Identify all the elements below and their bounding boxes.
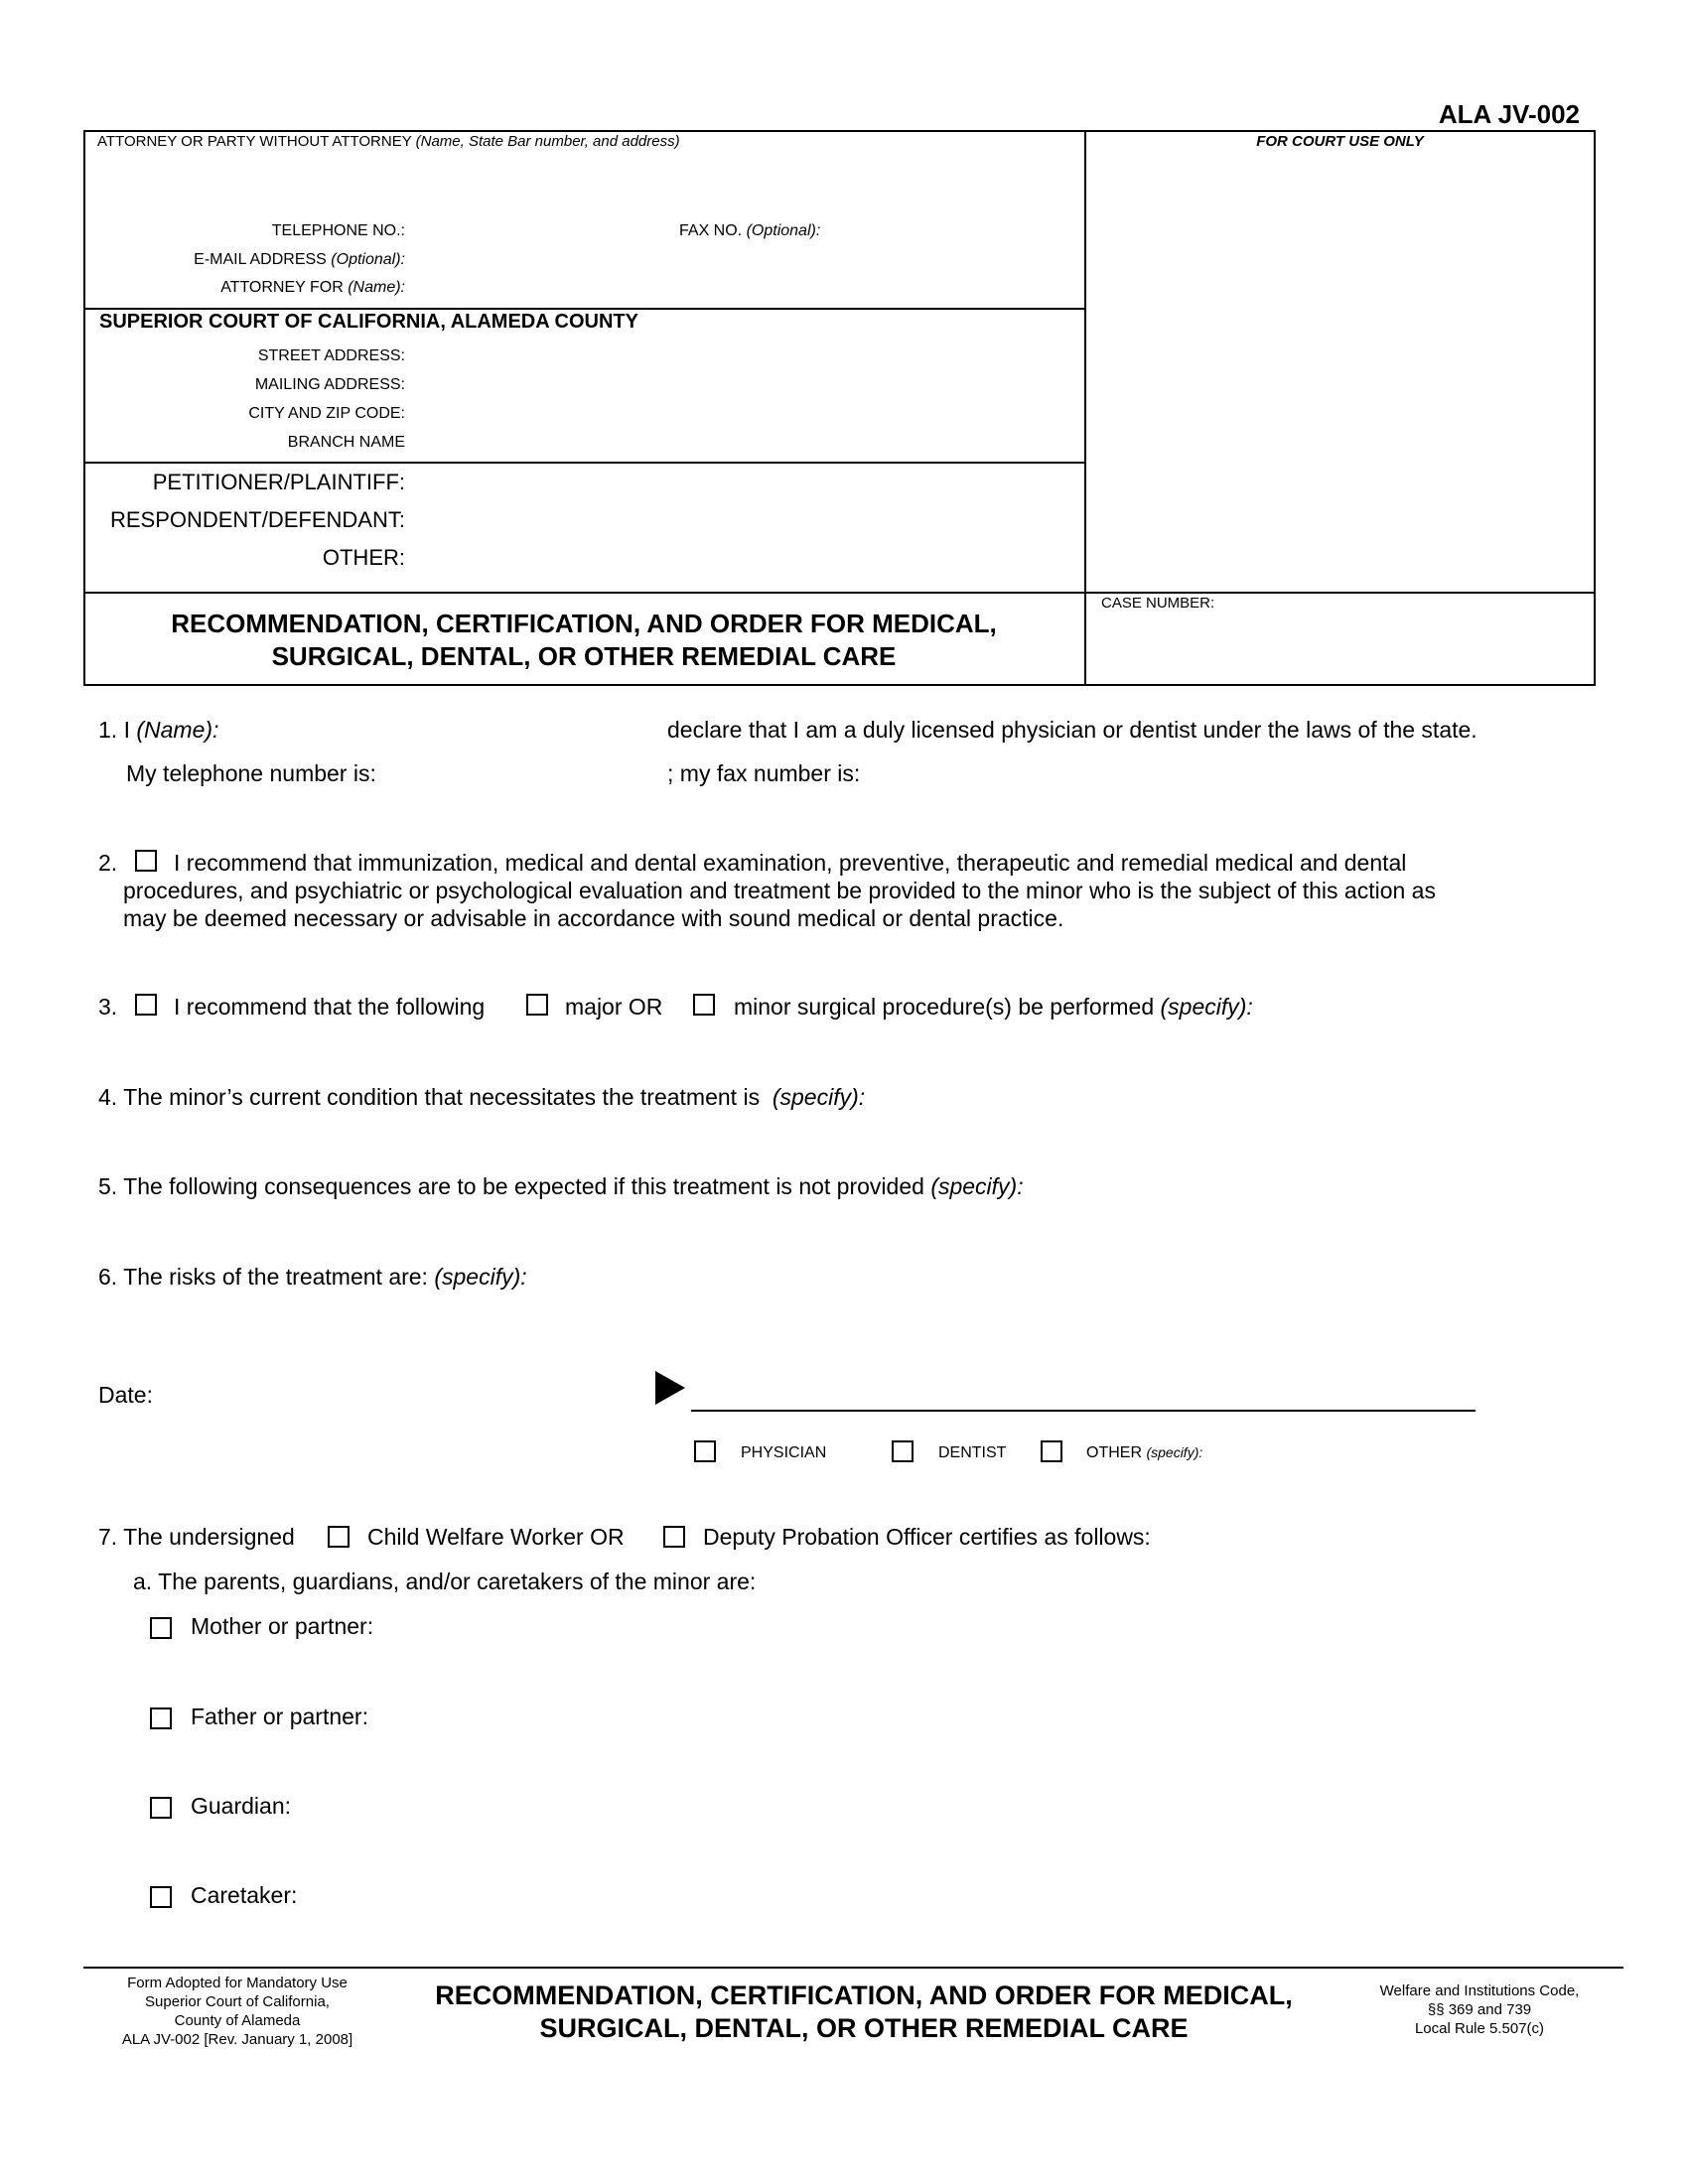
- respondent-label: RESPONDENT/DEFENDANT:: [109, 507, 405, 532]
- mailing-address-label: MAILING ADDRESS:: [254, 376, 405, 393]
- footer-right-line3: Local Rule 5.507(c): [1414, 2020, 1545, 2037]
- physician-checkbox[interactable]: [694, 1440, 716, 1462]
- item1-phone: My telephone number is:: [126, 760, 376, 786]
- caption-divider: [1084, 130, 1086, 686]
- street-address-label: STREET ADDRESS:: [257, 347, 405, 364]
- attorney-for-label: [77, 279, 405, 297]
- item7-dpo-checkbox[interactable]: [663, 1526, 685, 1548]
- form-id: ALA JV-002: [1438, 99, 1580, 129]
- form-title-line1: RECOMMENDATION, CERTIFICATION, AND ORDER FOR MEDICAL,: [171, 609, 997, 638]
- other-signer-text: OTHER: [1086, 1444, 1142, 1461]
- item7-cww-label: Child Welfare Worker OR: [367, 1524, 625, 1550]
- footer-left-line4: ALA JV-002 [Rev. January 1, 2008]: [121, 2031, 353, 2048]
- item2-line2: procedures, and psychiatric or psychological evaluation and treatment be provided to the minor who is the subject of this action as: [123, 878, 1436, 903]
- item5-text: 5. The following consequences are to be expected if this treatment is not provided: [98, 1173, 924, 1199]
- other-checkbox[interactable]: [1041, 1440, 1062, 1462]
- court-name: SUPERIOR COURT OF CALIFORNIA, ALAMEDA COUNTY: [99, 311, 638, 333]
- dentist-label: DENTIST: [938, 1444, 1007, 1461]
- item3-major-checkbox[interactable]: [526, 994, 548, 1016]
- branch-name-label: BRANCH NAME: [287, 434, 405, 451]
- footer-title: [397, 1979, 1331, 2045]
- caretaker-label: Caretaker:: [191, 1882, 298, 1908]
- attorney-label-text: ATTORNEY OR PARTY WITHOUT ATTORNEY: [97, 133, 412, 150]
- attorney-for-hint: (Name):: [348, 279, 405, 296]
- item6-specify: (specify):: [434, 1264, 527, 1290]
- item7-prefix: 7. The undersigned: [98, 1524, 295, 1550]
- item5: [98, 1173, 1024, 1200]
- item7-dpo-label: Deputy Probation Officer certifies as follows:: [703, 1524, 1151, 1550]
- caretaker-checkbox[interactable]: [150, 1886, 172, 1908]
- item4: [98, 1084, 865, 1111]
- case-number-label: CASE NUMBER:: [1101, 595, 1215, 612]
- item3-checkbox[interactable]: [135, 994, 157, 1016]
- item3-major-label: major OR: [565, 994, 663, 1020]
- court-use-label: FOR COURT USE ONLY: [1256, 133, 1424, 150]
- other-signer-label: [1086, 1444, 1202, 1462]
- footer-right-line2: §§ 369 and 739: [1427, 2001, 1532, 2018]
- item1-fax: ; my fax number is:: [667, 760, 861, 786]
- attorney-for-text: ATTORNEY FOR: [220, 279, 344, 296]
- physician-label: PHYSICIAN: [741, 1444, 827, 1461]
- signature-line[interactable]: [691, 1410, 1476, 1412]
- footer-rule: [83, 1967, 1623, 1969]
- fax-label-hint: (Optional):: [746, 222, 821, 239]
- dentist-checkbox[interactable]: [892, 1440, 914, 1462]
- divider-court: [83, 462, 1086, 464]
- item2-checkbox[interactable]: [135, 850, 157, 872]
- item3-minor-label: [734, 994, 1253, 1021]
- attorney-label: [97, 133, 680, 150]
- date-label: Date:: [98, 1382, 153, 1408]
- item5-specify: (specify):: [930, 1173, 1024, 1199]
- divider-parties: [83, 592, 1596, 594]
- item1-name-hint: (Name):: [136, 717, 219, 743]
- item3-specify: (specify):: [1160, 994, 1253, 1020]
- footer-citation: [1331, 1981, 1628, 2038]
- item7-cww-checkbox[interactable]: [328, 1526, 350, 1548]
- email-label-text: E-MAIL ADDRESS: [194, 251, 327, 268]
- item7a: a. The parents, guardians, and/or caretakers of the minor are:: [133, 1569, 757, 1594]
- mother-label: Mother or partner:: [191, 1613, 374, 1639]
- item3-number: 3.: [98, 994, 118, 1020]
- footer-left-line2: Superior Court of California,: [145, 1993, 330, 2010]
- footer-right-line1: Welfare and Institutions Code,: [1379, 1982, 1580, 1999]
- footer-title-line2: SURGICAL, DENTAL, OR OTHER REMEDIAL CARE: [539, 2013, 1189, 2043]
- form-title-line2: SURGICAL, DENTAL, OR OTHER REMEDIAL CARE: [271, 641, 897, 671]
- item4-specify: (specify):: [772, 1084, 866, 1110]
- telephone-label: TELEPHONE NO.:: [271, 222, 405, 239]
- item1-name: [98, 717, 218, 744]
- fax-label-text: FAX NO.: [679, 222, 743, 239]
- item6-text: 6. The risks of the treatment are:: [98, 1264, 428, 1290]
- item4-text: 4. The minor’s current condition that necessitates the treatment is: [98, 1084, 761, 1110]
- guardian-checkbox[interactable]: [150, 1797, 172, 1819]
- item1-prefix: 1. I: [98, 717, 130, 743]
- petitioner-label: PETITIONER/PLAINTIFF:: [152, 470, 405, 494]
- item2-number: 2.: [98, 850, 118, 876]
- footer-adoption: [83, 1974, 391, 2049]
- footer-left-line1: Form Adopted for Mandatory Use: [127, 1975, 348, 1991]
- mother-checkbox[interactable]: [150, 1617, 172, 1639]
- signature-arrow-icon: [655, 1371, 685, 1405]
- form-title: [83, 608, 1084, 673]
- item2-line1: I recommend that immunization, medical and dental examination, preventive, therapeutic and remedial medical and dental: [174, 850, 1407, 876]
- email-label: [77, 251, 405, 269]
- father-label: Father or partner:: [191, 1704, 368, 1729]
- guardian-label: Guardian:: [191, 1793, 292, 1819]
- city-zip-label: CITY AND ZIP CODE:: [248, 405, 405, 422]
- footer-left-line3: County of Alameda: [174, 2012, 301, 2029]
- divider-attorney: [83, 308, 1086, 310]
- item3-minor-text: minor surgical procedure(s) be performed: [734, 994, 1155, 1020]
- other-signer-hint: (specify):: [1146, 1444, 1203, 1460]
- fax-label: [679, 222, 820, 240]
- attorney-label-hint: (Name, State Bar number, and address): [415, 133, 680, 150]
- footer-title-line1: RECOMMENDATION, CERTIFICATION, AND ORDER FOR MEDICAL,: [435, 1980, 1293, 2010]
- other-label: OTHER:: [322, 545, 405, 570]
- email-label-hint: (Optional):: [331, 251, 405, 268]
- item1-declare: declare that I am a duly licensed physician or dentist under the laws of the state.: [667, 717, 1477, 743]
- item3-text: I recommend that the following: [174, 994, 486, 1020]
- father-checkbox[interactable]: [150, 1707, 172, 1729]
- item6: [98, 1264, 527, 1291]
- item2-line3: may be deemed necessary or advisable in accordance with sound medical or dental practice.: [123, 905, 1064, 931]
- item3-minor-checkbox[interactable]: [693, 994, 715, 1016]
